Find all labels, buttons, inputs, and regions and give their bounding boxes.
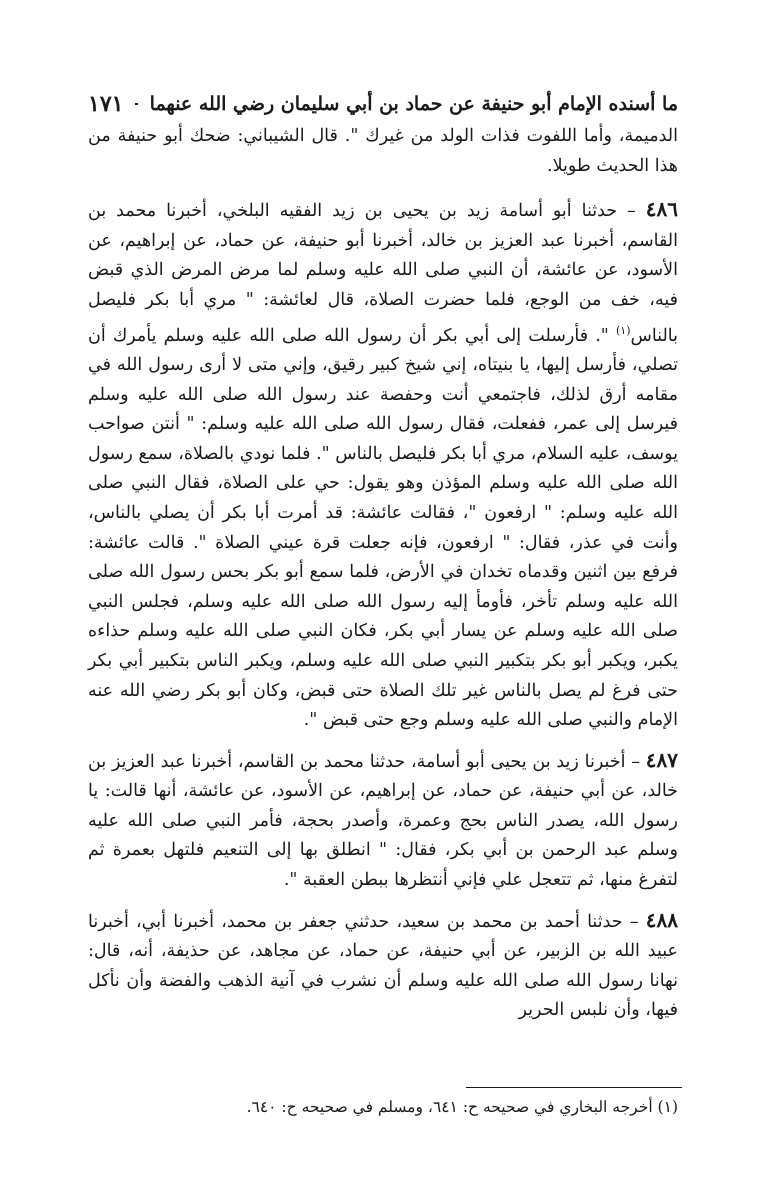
footnote-rule	[466, 1087, 682, 1088]
hadith-text: – حدثنا أحمد بن محمد بن سعيد، حدثني جعفر بن محمد، أخبرنا أبي، أخبرنا عبيد الله بن الزبير، عن أبي حنيفة، عن حماد، عن مجاهد، عن حذيفة، أنه، قال: نهانا رسول الله صلى الله عليه وسلم أن نشرب في آنية الذهب والفضة وأن نأكل فيها، وأن نلبس الحرير	[88, 911, 678, 1021]
hadith-text: – حدثنا أبو أسامة زيد بن يحيى بن زيد الفقيه البلخي، أخبرنا محمد بن القاسم، أخبرنا عبد العزيز بن خالد، أخبرنا أبو حنيفة، عن حماد، عن إبراهيم، عن الأسود، عن عائشة، أن النبي صلى الله عليه وسلم لما مرض المرض الذي قبض فيه، خف من الوجع، فلما حضرت الصلاة، قال لعائشة: " مري أبا بكر فليصل بالناس	[88, 201, 678, 346]
header-title: ما أسنده الإمام أبو حنيفة عن حماد بن أبي سليمان رضي الله عنهما	[149, 93, 678, 115]
page-number: ١٧١	[88, 91, 124, 117]
hadith-number: ٤٨٧	[645, 747, 678, 772]
hadith-487	[88, 746, 678, 896]
main-text	[88, 122, 678, 1036]
hadith-number: ٤٨٦	[645, 197, 678, 222]
continuation-paragraph: الدميمة، وأما اللفوت فذات الولد من غيرك ". قال الشيباني: ضحك أبو حنيفة من هذا الحديث طويلا.	[88, 126, 678, 176]
footnote-marker[interactable]: (١)	[615, 323, 631, 337]
footnote: (١) أخرجه البخاري في صحيحه ح: ٦٤١، ومسلم في صحيحه ح: ٦٤٠.	[246, 1098, 678, 1116]
header-rule	[135, 103, 137, 105]
hadith-486	[88, 195, 678, 736]
hadith-488	[88, 906, 678, 1026]
hadith-text: ". فأرسلت إلى أبي بكر أن رسول الله صلى الله عليه وسلم يأمرك أن تصلي، فأرسل إليها، يا بنيتاه، إني شيخ كبير رقيق، وإني متى لا أرى رسول الله في مقامه أرق لذلك، فاجتمعي أنت وحفصة عند رسول الله صلى الله عليه وسلم فيرسل إلى عمر، ففعلت، فقال رسول الله صلى الله عليه وسلم: " أنتن صواحب يوسف، عليه السلام، مري أبا بكر فليصل بالناس ". فلما نودي بالصلاة، سمع رسول الله صلى الله عليه وسلم المؤذن وهو يقول: حي على الصلاة، فقال النبي صلى الله عليه وسلم: " ارفعون "، فقالت عائشة: قد أمرت أبا بكر أن يصلي بالناس، وأنت في عذر، فقال: " ارفعون، فإنه جعلت قرة عيني الصلاة ". قالت عائشة: فرفع بين اثنين وقدماه تخدان في الأرض، فلما سمع أبو بكر بحس رسول الله صلى الله عليه وسلم تأخر، فأومأ إليه رسول الله صلى الله عليه وسلم، فجلس النبي صلى الله عليه وسلم عن يسار أبي بكر، فكان النبي صلى الله عليه وسلم حذاءه يكبر، ويكبر أبو بكر بتكبير النبي صلى الله عليه وسلم، ويكبر الناس بتكبير أبي بكر حتى فرغ لم يصل بالناس غير تلك الصلاة حتى قبض، وكان أبو بكر رضي الله عنه الإمام والنبي صلى الله عليه وسلم وجع حتى قبض ".	[88, 325, 678, 731]
hadith-text: – أخبرنا زيد بن يحيى أبو أسامة، حدثنا محمد بن القاسم، أخبرنا عبد العزيز بن خالد، عن أبي حنيفة، عن حماد، عن إبراهيم، عن الأسود، عن عائشة، أنها قالت: يا رسول الله، يصدر الناس بحج وعمرة، وأصدر بحجة، فأمر النبي صلى الله عليه وسلم عبد الرحمن بن أبي بكر، فقال: " انطلق بها إلى التنعيم فلتهل بعمرة ثم لتفرغ منها، ثم تتعجل علي فإني أنتظرها ببطن العقبة ".	[88, 751, 678, 891]
hadith-number: ٤٨٨	[645, 907, 678, 932]
running-header	[88, 86, 678, 122]
